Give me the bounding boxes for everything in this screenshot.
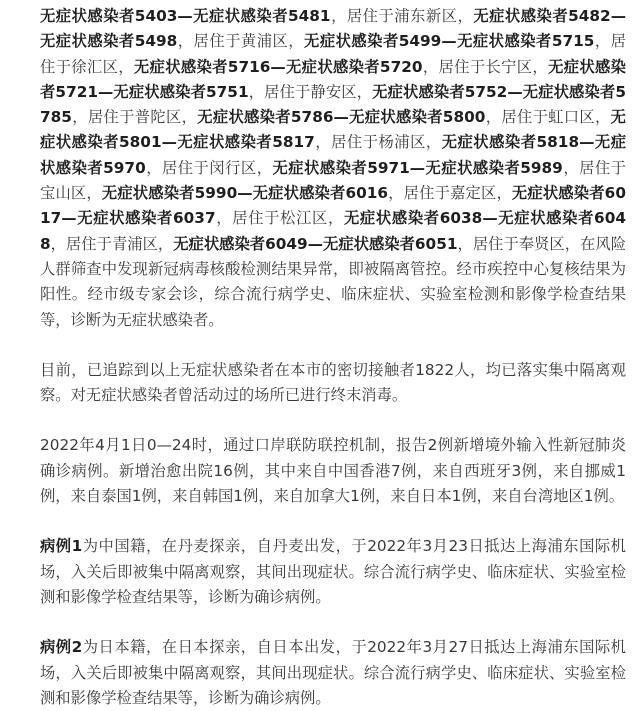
- bold-text-segment: 无症状感染者5971—无症状感染者5989: [272, 158, 563, 177]
- text-segment: 为日本籍，在日本探亲，自日本出发，于2022年3月27日抵达上海浦东国际机场，入关后即被集中隔离观察，其间出现症状。综合流行病学史、临床症状、实验室检测和影像学检查结果等，诊断为确诊病例。: [40, 638, 626, 707]
- text-segment: ，居住于徐汇区，: [40, 32, 626, 76]
- text-segment: 2022年4月1日0—24时，通过口岸联防联控机制，报告2例新增境外输入性新冠肺炎确诊病例。新增治愈出院16例，其中来自中国香港7例，来自西班牙3例，来自挪威1例，来自泰国1例，来自韩国1例，来自加拿大1例，来自日本1例，来自台湾地区1例。: [40, 436, 626, 506]
- bold-text-segment: 无症状感染者5716—无症状感染者5720: [133, 57, 423, 76]
- text-segment: ，居住于虹口区，: [485, 108, 611, 127]
- bold-text-segment: 无症状感染者5721—无症状感染者5751: [40, 57, 626, 101]
- bold-text-segment: 无症状感染者5786—无症状感染者5800: [197, 108, 486, 127]
- text-segment: ，居住于嘉定区，: [388, 184, 512, 203]
- case-1-paragraph: [40, 534, 626, 610]
- bold-text-segment: 无症状感染者6038—无症状感染者6048: [40, 209, 626, 253]
- bold-text-segment: 无症状感染者6049—无症状感染者6051: [173, 234, 458, 253]
- bold-text-segment: 病例2: [40, 638, 83, 657]
- asymptomatic-cases-paragraph: [40, 4, 626, 333]
- bold-text-segment: 无症状感染者5482—无症状感染者5498: [40, 7, 626, 51]
- bold-text-segment: 无症状感染者5403—无症状感染者5481: [40, 7, 331, 25]
- text-segment: ，居住于杨浦区，: [314, 133, 442, 152]
- bold-text-segment: 病例1: [40, 537, 83, 556]
- text-segment: ，居住于闵行区，: [145, 158, 273, 177]
- bold-text-segment: 无症状感染者5990—无症状感染者6016: [101, 184, 389, 203]
- imported-cases-paragraph: [40, 433, 626, 509]
- bold-text-segment: 无症状感染者5752—无症状感染者5785: [40, 82, 626, 127]
- bold-text-segment: 无症状感染者5801—无症状感染者5817: [40, 108, 626, 152]
- bold-text-segment: 无症状感染者5818—无症状感染者5970: [40, 133, 626, 177]
- text-segment: ，居住于普陀区，: [71, 108, 198, 127]
- text-segment: ，居住于奉贤区，在风险人群筛查中发现新冠病毒核酸检测结果异常，即被隔离管控。经市疾控中心复核结果为阳性。经市级专家会诊，综合流行病学史、临床症状、实验室检测和影像学检查结果等，诊断为无症状感染者。: [40, 234, 626, 329]
- close-contacts-paragraph: [40, 358, 626, 409]
- text-segment: ，居住于长宁区，: [422, 57, 549, 76]
- case-2-paragraph: [40, 635, 626, 711]
- text-segment: ，居住于宝山区，: [40, 158, 626, 203]
- text-segment: ，居住于浦东新区，: [330, 7, 474, 25]
- text-segment: ，居住于静安区，: [248, 82, 373, 101]
- text-segment: ，居住于青浦区，: [50, 234, 174, 253]
- text-segment: ，居住于松江区，: [215, 209, 344, 228]
- text-segment: 为中国籍，在丹麦探亲，自丹麦出发，于2022年3月23日抵达上海浦东国际机场，入关后即被集中隔离观察，其间出现症状。综合流行病学史、临床症状、实验室检测和影像学检查结果等，诊断为确诊病例。: [40, 537, 626, 606]
- text-segment: ，居住于黄浦区，: [177, 32, 305, 51]
- bold-text-segment: 无症状感染者5499—无症状感染者5715: [304, 32, 595, 51]
- text-segment: 目前，已追踪到以上无症状感染者在本市的密切接触者1822人，均已落实集中隔离观察。对无症状感染者曾活动过的场所已进行终末消毒。: [40, 360, 626, 405]
- bold-text-segment: 无症状感染者6017—无症状感染者6037: [40, 184, 626, 228]
